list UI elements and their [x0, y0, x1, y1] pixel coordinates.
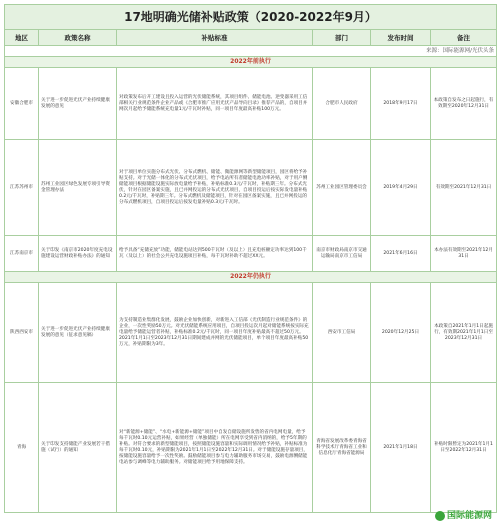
cell-standard: 给予具备“充储充放”功能，储能电站达到500千瓦时（及以上）且充电桩额定功率达到100千瓦（及以上）的社会公共充电设施项目补贴，每千瓦时补助不超过XX元。 — [117, 236, 313, 272]
source-line: 来源：国际能源网/光伏头条 — [5, 46, 497, 57]
section-header: 2022年前执行 — [5, 57, 497, 68]
cell-date: 2020年12月25日 — [371, 283, 431, 383]
header-region: 地区 — [5, 30, 39, 46]
cell-dept: 苏州工业园区管理委员会 — [313, 140, 371, 236]
cell-region: 江苏南京市 — [5, 236, 39, 272]
cell-dept: 西安市工信局 — [313, 283, 371, 383]
cell-policy: 关于进一步促进光伏产业持续健康发展的意见 — [39, 68, 117, 140]
cell-dept: 合肥市人民政府 — [313, 68, 371, 140]
table-row — [5, 283, 497, 383]
table-row — [5, 383, 497, 513]
header-dept: 部门 — [313, 30, 371, 46]
cell-region: 江苏苏州市 — [5, 140, 39, 236]
cell-standard: 对于项目单位实施分布式光伏、分布式燃机、储能、微能源网等新型储能项目，园区将给予补贴支持。对于光储一体化的分布式光伏项目，给予电站所有者储能电池功率补贴，对于用户侧储能项目根据储能设施实际放电量给予补贴，补贴标准0.3元/千瓦时，补贴期三年。分布式光伏，针对在园区备案实施，且已并网投运的分布式光伏项目，自项目投运后按实际发电量补贴0.2元/千瓦时，补贴期三年。分布式燃机及储能项目，针对在园区备案实施，且已并网投运的分布式燃机项目，自项目投运后按发电量补贴0.3元/千瓦时。 — [117, 140, 313, 236]
header-date: 发布时间 — [371, 30, 431, 46]
cell-policy: 关于印发支持储能产业发展若干措施（试行）的通知 — [39, 383, 117, 513]
cell-standard: 对政策发布后开工建设且投入运营的光伏储能系统，其项目组件、储能电池、逆变器采用工信部相关行业规范条件企业产品或《合肥市推广应用光伏产品导向目录》推荐产品的，自项目并网次月起给予储能系统充电量1元/千瓦时补贴，同一项目年度最高补贴100万元。 — [117, 68, 313, 140]
cell-date: 2021年6月16日 — [371, 236, 431, 272]
cell-policy: 关于进一步促进光伏产业持续健康发展的意见（征求意见稿） — [39, 283, 117, 383]
policy-table — [4, 4, 497, 513]
table-row — [5, 236, 497, 272]
cell-policy: 苏州工业园区绿色发展专项引导资金管理办法 — [39, 140, 117, 236]
cell-dept: 青海省发展改革委青海省科学技术厅青海省工业和信息化厅青海省能源局 — [313, 383, 371, 513]
cell-note: 补贴时限暂定为2021年1月1日至2022年12月31日 — [431, 383, 497, 513]
cell-region: 青海 — [5, 383, 39, 513]
table-row — [5, 68, 497, 140]
watermark-logo-icon — [435, 511, 445, 521]
cell-note: 本政策自发布之日起施行，有效期至2020年12月31日 — [431, 68, 497, 140]
section-header: 2022年仍执行 — [5, 272, 497, 283]
watermark-text: 国际能源网 — [446, 511, 492, 521]
cell-policy: 关于印发《南京市2020年度充电设施建设运营财政补贴办法》的通知 — [39, 236, 117, 272]
cell-dept: 南京市财政局南京市交通运输局南京市工信局 — [313, 236, 371, 272]
cell-standard: 为支持制造业集群化发展，鼓励企业加快创新，对新进入工信部《光伏制造行业规范条件》的企业，一次性奖励50万元。对光伏储能系统应用项目，自项目投运次月起对储能系统按实际充电量给予储能运营者补贴，补贴标准0.2元/千瓦时，同一项目年度补贴最高不超过50万元。2021年1月1日至2023年12月31日期间建成并网的光伏储能项目，单个项目年度最高补贴50万元，补贴期限为3年。 — [117, 283, 313, 383]
table-title: 17地明确光储补贴政策（2020-2022年9月） — [5, 5, 497, 30]
cell-note: 本办法有效期至2021年12月31日 — [431, 236, 497, 272]
table-row — [5, 140, 497, 236]
cell-date: 2019年4月29日 — [371, 140, 431, 236]
cell-note: 有效期至2021年12月31日 — [431, 140, 497, 236]
header-standard: 补贴标准 — [117, 30, 313, 46]
header-note: 备注 — [431, 30, 497, 46]
cell-date: 2021年1月18日 — [371, 383, 431, 513]
cell-date: 2018年9月17日 — [371, 68, 431, 140]
header-policy: 政策名称 — [39, 30, 117, 46]
watermark — [435, 508, 492, 521]
cell-region: 陕西西安市 — [5, 283, 39, 383]
cell-standard: 对“新能源+储能”、“水电+新能源+储能”项目中自发自储设施所发售的省内电网电量，给予每千瓦时0.10元运营补贴，如果经营（单独储能）所在电网享受到省内消纳的，给予5年期的补贴。对符合要求的新型储能项目，按照储能设施容量和实际调用情况给予补贴，补贴标准为每千瓦时0.10元，补贴期限为2021年1月1日至2022年12月31日。对于储能设施存量项目，按储能设施容量给予一次性奖励。鼓励储能项目参与电力辅助服务市场交易，鼓励电源侧储能电站参与调峰等电力辅助服务。对储能项目给予用地保障支持。 — [117, 383, 313, 513]
cell-note: 本政策自2021年1月1日起施行，有效期2021年1月1日至2023年12月31日 — [431, 283, 497, 383]
cell-region: 安徽合肥市 — [5, 68, 39, 140]
